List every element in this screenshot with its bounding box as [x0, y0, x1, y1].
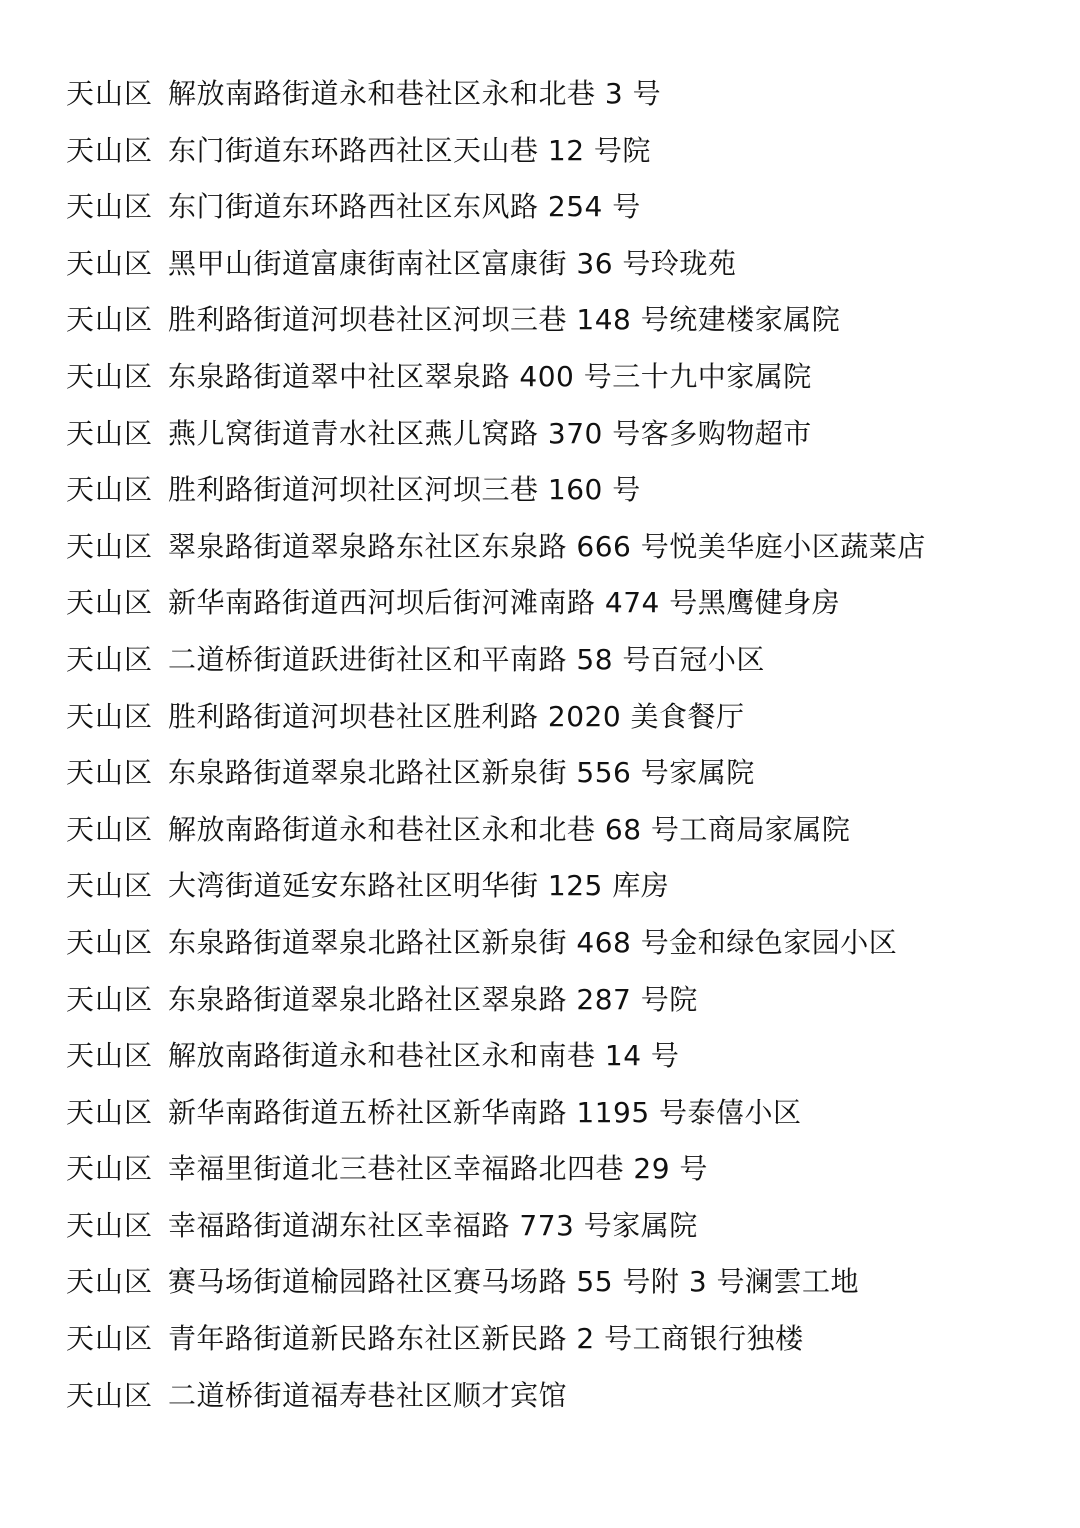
list-item: [66, 66, 1056, 123]
address-text: 胜利路街道河坝巷社区河坝三巷 148 号统建楼家属院: [168, 303, 841, 337]
district-label: 天山区: [66, 1208, 154, 1242]
address-text: 幸福路街道湖东社区幸福路 773 号家属院: [168, 1208, 698, 1242]
district-label: 天山区: [66, 812, 154, 846]
district-label: 天山区: [66, 1152, 154, 1186]
district-label: 天山区: [66, 925, 154, 959]
address-text: 解放南路街道永和巷社区永和南巷 14 号: [168, 1039, 680, 1073]
address-text: 赛马场街道榆园路社区赛马场路 55 号附 3 号澜雲工地: [168, 1265, 860, 1299]
list-item: [66, 1368, 1056, 1425]
address-list: [66, 66, 1056, 1424]
list-item: [66, 745, 1056, 802]
address-text: 胜利路街道河坝巷社区胜利路 2020 美食餐厅: [168, 699, 745, 733]
address-text: 大湾街道延安东路社区明华街 125 库房: [168, 869, 670, 903]
district-label: 天山区: [66, 1322, 154, 1356]
district-label: 天山区: [66, 529, 154, 563]
district-label: 天山区: [66, 359, 154, 393]
district-label: 天山区: [66, 1265, 154, 1299]
district-label: 天山区: [66, 1039, 154, 1073]
address-text: 翠泉路街道翠泉路东社区东泉路 666 号悦美华庭小区蔬菜店: [168, 529, 926, 563]
list-item: [66, 689, 1056, 746]
address-text: 东门街道东环路西社区天山巷 12 号院: [168, 133, 651, 167]
address-text: 幸福里街道北三巷社区幸福路北四巷 29 号: [168, 1152, 708, 1186]
list-item: [66, 123, 1056, 180]
list-item: [66, 1141, 1056, 1198]
list-item: [66, 236, 1056, 293]
address-text: 燕儿窝街道青水社区燕儿窝路 370 号客多购物超市: [168, 416, 812, 450]
address-text: 新华南路街道西河坝后街河滩南路 474 号黑鹰健身房: [168, 586, 841, 620]
address-text: 二道桥街道福寿巷社区顺才宾馆: [168, 1378, 568, 1412]
address-text: 东泉路街道翠泉北路社区新泉街 556 号家属院: [168, 756, 755, 790]
district-label: 天山区: [66, 416, 154, 450]
district-label: 天山区: [66, 473, 154, 507]
district-label: 天山区: [66, 1095, 154, 1129]
list-item: [66, 179, 1056, 236]
district-label: 天山区: [66, 869, 154, 903]
district-label: 天山区: [66, 77, 154, 110]
address-text: 黑甲山街道富康街南社区富康街 36 号玲珑苑: [168, 246, 737, 280]
address-text: 东泉路街道翠中社区翠泉路 400 号三十九中家属院: [168, 359, 812, 393]
address-text: 解放南路街道永和巷社区永和北巷 3 号: [168, 77, 662, 110]
list-item: [66, 1028, 1056, 1085]
district-label: 天山区: [66, 246, 154, 280]
district-label: 天山区: [66, 642, 154, 676]
address-text: 新华南路街道五桥社区新华南路 1195 号泰僖小区: [168, 1095, 802, 1129]
address-text: 东泉路街道翠泉北路社区新泉街 468 号金和绿色家园小区: [168, 925, 898, 959]
list-item: [66, 406, 1056, 463]
list-item: [66, 575, 1056, 632]
district-label: 天山区: [66, 190, 154, 224]
list-item: [66, 1085, 1056, 1142]
list-item: [66, 915, 1056, 972]
list-item: [66, 972, 1056, 1029]
district-label: 天山区: [66, 303, 154, 337]
address-text: 胜利路街道河坝社区河坝三巷 160 号: [168, 473, 641, 507]
district-label: 天山区: [66, 982, 154, 1016]
list-item: [66, 802, 1056, 859]
address-text: 东泉路街道翠泉北路社区翠泉路 287 号院: [168, 982, 698, 1016]
list-item: [66, 519, 1056, 576]
address-text: 东门街道东环路西社区东风路 254 号: [168, 190, 641, 224]
list-item: [66, 349, 1056, 406]
list-item: [66, 858, 1056, 915]
district-label: 天山区: [66, 586, 154, 620]
list-item: [66, 292, 1056, 349]
district-label: 天山区: [66, 133, 154, 167]
district-label: 天山区: [66, 756, 154, 790]
list-item: [66, 1254, 1056, 1311]
address-text: 青年路街道新民路东社区新民路 2 号工商银行独楼: [168, 1322, 804, 1356]
address-text: 二道桥街道跃进街社区和平南路 58 号百冠小区: [168, 642, 765, 676]
list-item: [66, 1198, 1056, 1255]
district-label: 天山区: [66, 1378, 154, 1412]
list-item: [66, 632, 1056, 689]
list-item: [66, 1311, 1056, 1368]
list-item: [66, 462, 1056, 519]
district-label: 天山区: [66, 699, 154, 733]
address-text: 解放南路街道永和巷社区永和北巷 68 号工商局家属院: [168, 812, 851, 846]
